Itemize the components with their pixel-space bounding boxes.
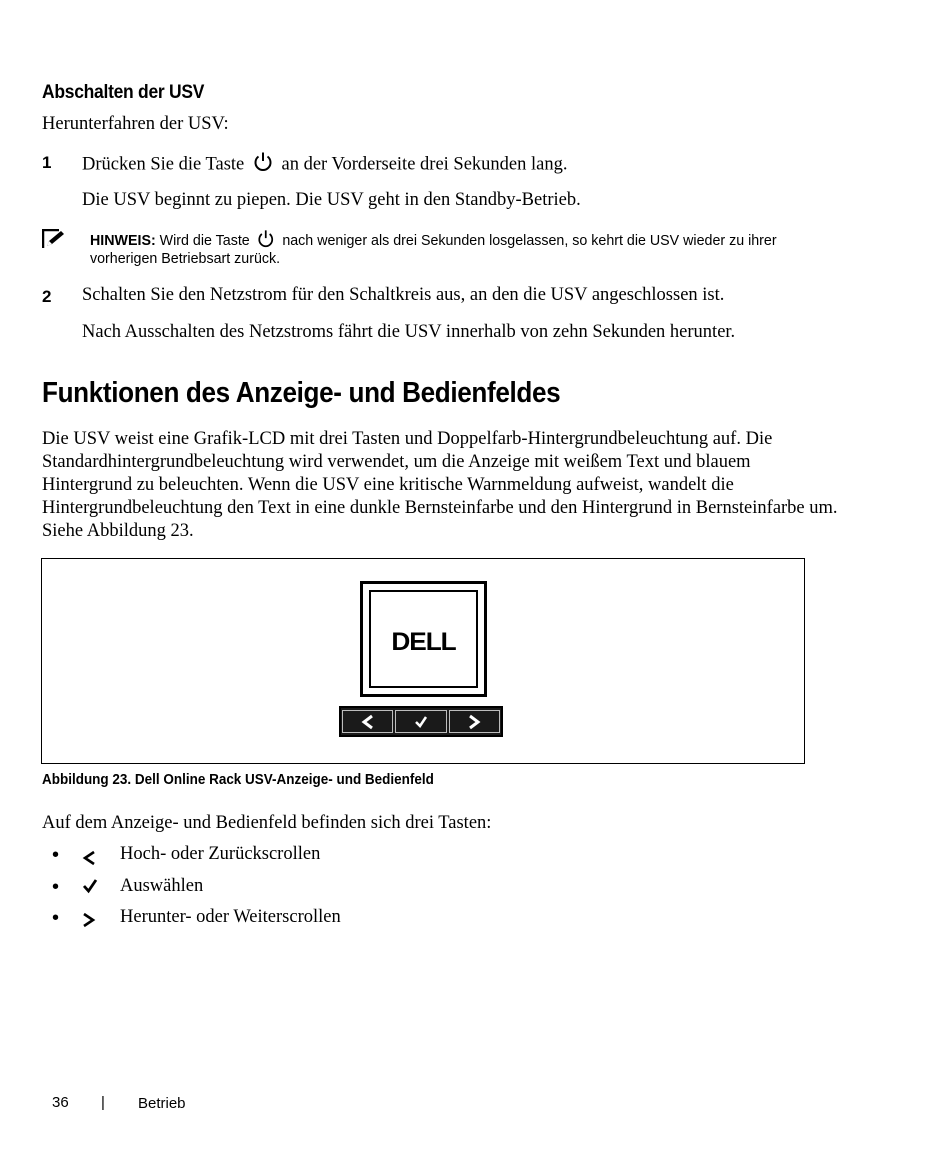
chevron-left-icon xyxy=(360,714,376,730)
chevron-right-icon xyxy=(82,912,96,933)
scroll-down-button[interactable] xyxy=(449,710,500,733)
list-item-label: Auswählen xyxy=(120,876,204,896)
checkmark-icon xyxy=(414,715,428,729)
step-1-text xyxy=(82,151,567,179)
page-number: 36 xyxy=(52,1094,69,1111)
lcd-screen xyxy=(369,590,478,688)
list-bullet: • xyxy=(52,907,60,929)
note-pencil-icon xyxy=(42,229,66,254)
footer-separator: | xyxy=(101,1094,105,1111)
note-line-2: vorherigen Betriebsart zurück. xyxy=(90,250,281,267)
checkmark-icon xyxy=(82,878,98,899)
list-item-label: Hoch- oder Zurückscrollen xyxy=(120,844,321,864)
scroll-up-button[interactable] xyxy=(342,710,393,733)
list-item-label: Herunter- oder Weiterscrollen xyxy=(120,907,341,927)
control-button-bar xyxy=(339,706,503,737)
figure-caption: Abbildung 23. Dell Online Rack USV-Anzeige- und Bedienfeld xyxy=(42,772,434,788)
section-heading: Abschalten der USV xyxy=(42,82,205,103)
step-1-text-before: Drücken Sie die Taste xyxy=(82,154,245,175)
note-text-after: nach weniger als drei Sekunden losgelassen, so kehrt die USV wieder zu ihrer xyxy=(282,231,777,249)
list-bullet: • xyxy=(52,844,60,866)
power-icon xyxy=(252,151,274,179)
step-2-number: 2 xyxy=(42,287,52,306)
step-2-text: Schalten Sie den Netzstrom für den Schaltkreis aus, an den die USV angeschlossen ist. xyxy=(82,285,725,305)
chevron-left-icon xyxy=(82,850,96,871)
page-title: Funktionen des Anzeige- und Bedienfeldes xyxy=(42,377,561,409)
step-2-result: Nach Ausschalten des Netzstroms fährt die USV innerhalb von zehn Sekunden herunter. xyxy=(82,322,736,342)
step-1-result: Die USV beginnt zu piepen. Die USV geht in den Standby-Betrieb. xyxy=(82,190,581,210)
buttons-intro: Auf dem Anzeige- und Bedienfeld befinden sich drei Tasten: xyxy=(42,813,492,833)
list-bullet: • xyxy=(52,876,60,898)
footer-section-name: Betrieb xyxy=(138,1095,186,1112)
chevron-right-icon xyxy=(466,714,482,730)
description-paragraph: Die USV weist eine Grafik-LCD mit drei Tasten und Doppelfarb-Hintergrundbeleuchtung auf. Die Standardhintergrundbeleuchtung wird verwendet, um die Anzeige mit weißem Text und blauem Hintergrund zu beleuchten. Wenn die USV eine kritische Warnmeldung aufweist, wandelt die Hintergrundbeleuchtung den Text in eine dunkle Bernsteinfarbe und den Hintergrund in Bernsteinfarbe um. Siehe Abbildung 23. xyxy=(42,429,838,541)
section-intro: Herunterfahren der USV: xyxy=(42,114,229,134)
step-1-number: 1 xyxy=(42,153,52,172)
dell-logo: DELL xyxy=(391,628,456,656)
note-label: HINWEIS: xyxy=(90,231,156,249)
select-button[interactable] xyxy=(395,710,446,733)
step-1-text-after: an der Vorderseite drei Sekunden lang. xyxy=(281,154,568,175)
lcd-display xyxy=(360,581,487,697)
note-text-before: Wird die Taste xyxy=(159,231,250,249)
